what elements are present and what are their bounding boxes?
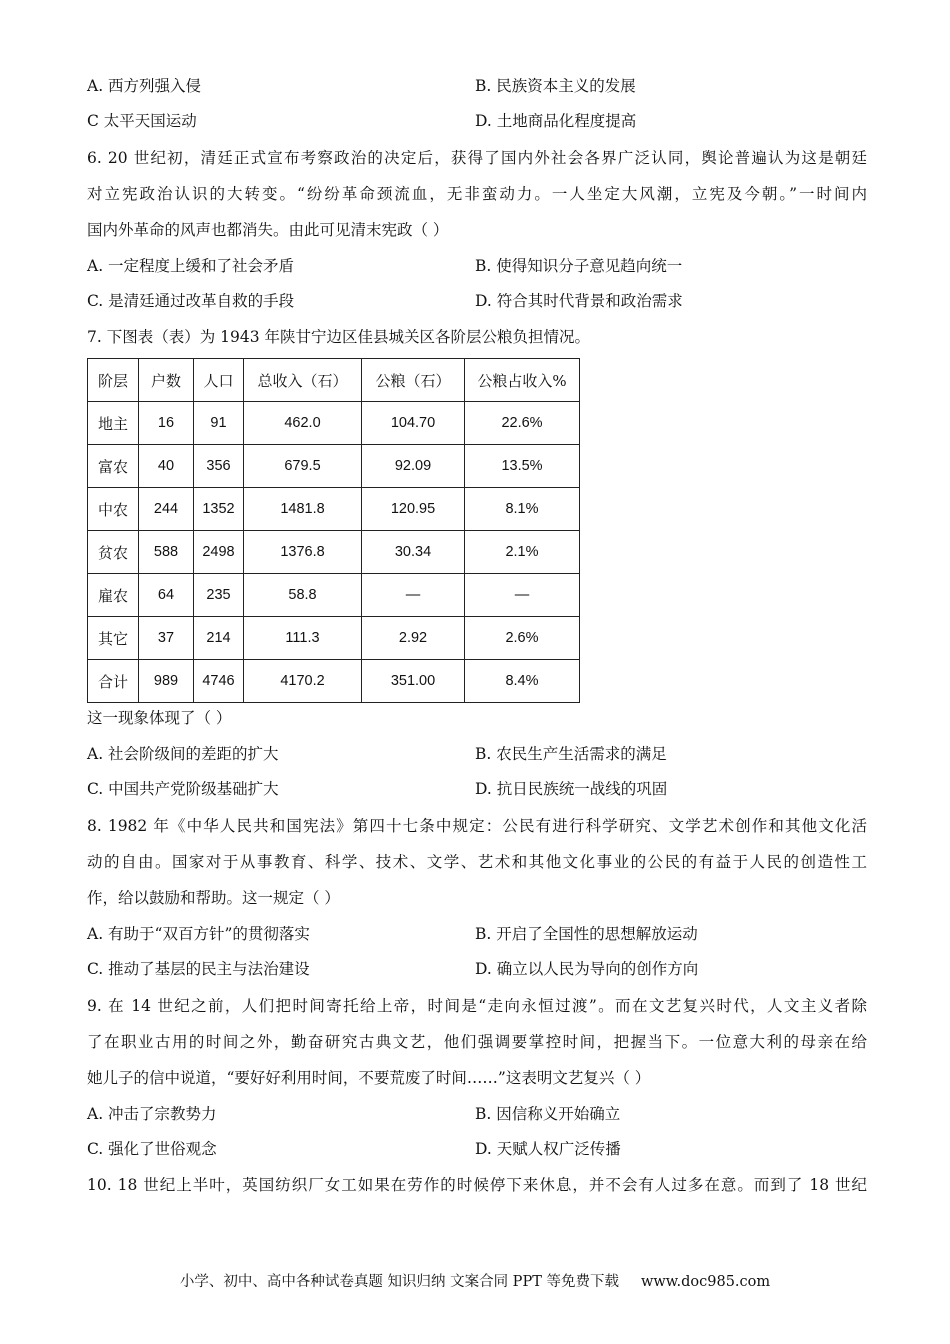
- table-cell: 989: [139, 660, 194, 703]
- table-cell-class: 其它: [88, 617, 139, 660]
- q7-stem: 这一现象体现了（ ）: [87, 709, 232, 727]
- table-cell: 2.92: [362, 617, 465, 660]
- table-cell: 351.00: [362, 660, 465, 703]
- table-header-cell: 户数: [139, 359, 194, 402]
- q9-option-b: B. 因信称义开始确立: [475, 1105, 621, 1123]
- q6-option-a: A. 一定程度上缓和了社会矛盾: [87, 257, 295, 275]
- q8-stem-line-1: 8. 1982 年《中华人民共和国宪法》第四十七条中规定：公民有进行科学研究、文学艺术创作和其他文化活: [87, 817, 867, 835]
- q8-option-d: D. 确立以人民为导向的创作方向: [475, 960, 699, 978]
- table-cell: 235: [194, 574, 244, 617]
- q10-stem-line-1: 10. 18 世纪上半叶，英国纺织厂女工如果在劳作的时候停下来休息，并不会有人过多在意。而到了 18 世纪: [87, 1176, 867, 1194]
- table-cell-class: 中农: [88, 488, 139, 531]
- table-cell: —: [465, 574, 580, 617]
- q6-option-d: D. 符合其时代背景和政治需求: [475, 292, 683, 310]
- table-cell: 462.0: [244, 402, 362, 445]
- q6-stem-line-3: 国内外革命的风声也都消失。由此可见清末宪政（ ）: [87, 221, 449, 239]
- q9-option-a: A. 冲击了宗教势力: [87, 1105, 217, 1123]
- grain-burden-table: [87, 358, 580, 703]
- table-cell: 244: [139, 488, 194, 531]
- table-cell: 588: [139, 531, 194, 574]
- q7-option-b: B. 农民生产生活需求的满足: [475, 745, 667, 763]
- q8-stem-line-2: 动的自由。国家对于从事教育、科学、技术、文学、艺术和其他文化事业的公民的有益于人民的创造性工: [87, 853, 867, 871]
- table-row: [88, 531, 580, 574]
- table-cell: 679.5: [244, 445, 362, 488]
- table-row: [88, 617, 580, 660]
- table-header-cell: 阶层: [88, 359, 139, 402]
- q6-stem-line-2: 对立宪政治认识的大转变。“纷纷革命颈流血，无非蛮动力。一人坐定大风潮，立宪及今朝。”一时间内: [87, 185, 867, 203]
- table-cell-class: 雇农: [88, 574, 139, 617]
- table-cell: 111.3: [244, 617, 362, 660]
- table-cell-class: 合计: [88, 660, 139, 703]
- q6-stem-line-1: 6. 20 世纪初，清廷正式宣布考察政治的决定后，获得了国内外社会各界广泛认同，舆论普遍认为这是朝廷: [87, 149, 867, 167]
- q9-option-d: D. 天赋人权广泛传播: [475, 1140, 621, 1158]
- table-header-cell: 公粮占收入%: [465, 359, 580, 402]
- table-cell: 356: [194, 445, 244, 488]
- q8-option-b: B. 开启了全国性的思想解放运动: [475, 925, 698, 943]
- table-cell: 22.6%: [465, 402, 580, 445]
- table-cell: 91: [194, 402, 244, 445]
- q7-option-c: C. 中国共产党阶级基础扩大: [87, 780, 279, 798]
- table-cell: 214: [194, 617, 244, 660]
- table-cell: 2.1%: [465, 531, 580, 574]
- q5-option-c: C 太平天国运动: [87, 112, 197, 130]
- page-footer: [0, 1270, 950, 1291]
- table-cell: 104.70: [362, 402, 465, 445]
- table-header-cell: 公粮（石）: [362, 359, 465, 402]
- q7-option-d: D. 抗日民族统一战线的巩固: [475, 780, 668, 798]
- q7-intro: 7. 下图表（表）为 1943 年陕甘宁边区佳县城关区各阶层公粮负担情况。: [87, 328, 591, 346]
- table-cell: 1376.8: [244, 531, 362, 574]
- q5-option-a: A. 西方列强入侵: [87, 77, 202, 95]
- table-cell: 2498: [194, 531, 244, 574]
- table-cell: 30.34: [362, 531, 465, 574]
- table-cell: 4746: [194, 660, 244, 703]
- table-cell: 58.8: [244, 574, 362, 617]
- table-cell: 13.5%: [465, 445, 580, 488]
- footer-url-link[interactable]: www.doc985.com: [640, 1274, 771, 1290]
- table-row-total: [88, 660, 580, 703]
- table-header-cell: 总收入（石）: [244, 359, 362, 402]
- table-cell: 40: [139, 445, 194, 488]
- q8-option-a: A. 有助于“双百方针”的贯彻落实: [87, 925, 310, 943]
- footer-text: 小学、初中、高中各种试卷真题 知识归纳 文案合同 PPT 等免费下载: [179, 1274, 619, 1290]
- table-cell-class: 富农: [88, 445, 139, 488]
- table-header-row: [88, 359, 580, 402]
- table-cell-class: 地主: [88, 402, 139, 445]
- q9-option-c: C. 强化了世俗观念: [87, 1140, 217, 1158]
- table-cell: 8.4%: [465, 660, 580, 703]
- table-cell: 1352: [194, 488, 244, 531]
- q6-option-b: B. 使得知识分子意见趋向统一: [475, 257, 683, 275]
- q5-option-b: B. 民族资本主义的发展: [475, 77, 636, 95]
- table-cell: 120.95: [362, 488, 465, 531]
- table-row: [88, 445, 580, 488]
- q9-stem-line-3: 她儿子的信中说道，“要好好利用时间，不要荒废了时间……”这表明文艺复兴（ ）: [87, 1069, 651, 1087]
- table-cell: 16: [139, 402, 194, 445]
- table-cell: 8.1%: [465, 488, 580, 531]
- table-cell: 92.09: [362, 445, 465, 488]
- table-cell: 2.6%: [465, 617, 580, 660]
- table-cell-class: 贫农: [88, 531, 139, 574]
- q8-option-c: C. 推动了基层的民主与法治建设: [87, 960, 310, 978]
- table-cell: —: [362, 574, 465, 617]
- table-row: [88, 402, 580, 445]
- q5-option-d: D. 土地商品化程度提高: [475, 112, 637, 130]
- q6-option-c: C. 是清廷通过改革自救的手段: [87, 292, 295, 310]
- table-row: [88, 574, 580, 617]
- table-header-cell: 人口: [194, 359, 244, 402]
- table-cell: 37: [139, 617, 194, 660]
- q7-option-a: A. 社会阶级间的差距的扩大: [87, 745, 279, 763]
- table-cell: 4170.2: [244, 660, 362, 703]
- table-row: [88, 488, 580, 531]
- table-cell: 64: [139, 574, 194, 617]
- q9-stem-line-1: 9. 在 14 世纪之前，人们把时间寄托给上帝，时间是“走向永恒过渡”。而在文艺复兴时代，人文主义者除: [87, 997, 867, 1015]
- q9-stem-line-2: 了在职业古用的时间之外，勤奋研究古典文艺，他们强调要掌控时间，把握当下。一位意大利的母亲在给: [87, 1033, 867, 1051]
- q8-stem-line-3: 作，给以鼓励和帮助。这一规定（ ）: [87, 889, 340, 907]
- table-cell: 1481.8: [244, 488, 362, 531]
